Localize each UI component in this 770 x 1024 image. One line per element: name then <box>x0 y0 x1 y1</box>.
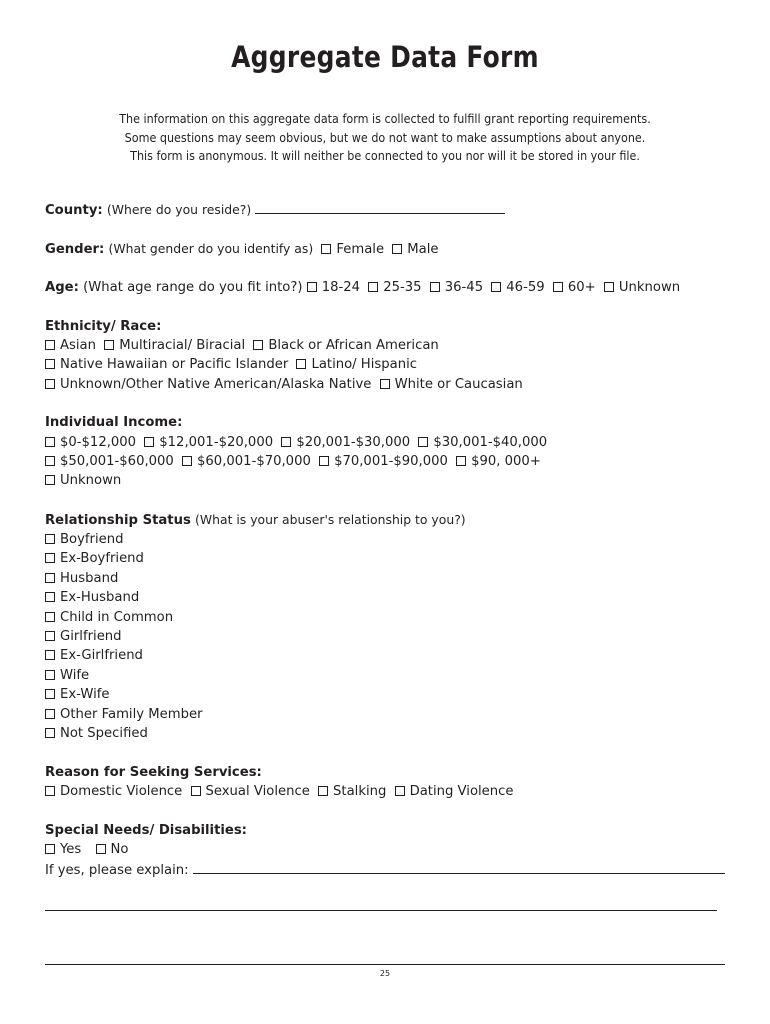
relationship-checkbox[interactable] <box>45 553 55 563</box>
ethnicity-pacific-islander-checkbox[interactable] <box>45 359 55 369</box>
relationship-option-label: Boyfriend <box>60 532 124 547</box>
reason-heading <box>45 764 262 782</box>
special-no-label: No <box>110 842 129 857</box>
explain-line-2[interactable] <box>45 910 717 911</box>
relationship-option <box>45 628 122 646</box>
ethnicity-latino-checkbox[interactable] <box>296 359 306 369</box>
income-row-1 <box>45 434 551 452</box>
reason-sexual-violence-label: Sexual Violence <box>205 784 310 799</box>
county-row <box>45 201 505 220</box>
income-60-70k-label: $60,001-$70,000 <box>197 454 311 469</box>
relationship-checkbox[interactable] <box>45 631 55 641</box>
ethnicity-pacific-islander-label: Native Hawaiian or Pacific Islander <box>60 357 289 372</box>
age-row <box>45 279 684 297</box>
ethnicity-asian-checkbox[interactable] <box>45 340 55 350</box>
age-label: Age: <box>45 280 79 295</box>
relationship-option-label: Wife <box>60 667 90 683</box>
ethnicity-latino-label: Latino/ Hispanic <box>311 357 417 372</box>
form-title: Aggregate Data Form <box>231 40 539 74</box>
ethnicity-row-1 <box>45 337 443 355</box>
reason-dating-violence-label: Dating Violence <box>409 784 514 799</box>
income-heading <box>45 414 182 432</box>
income-0-12k-checkbox[interactable] <box>45 437 55 447</box>
income-12-20k-checkbox[interactable] <box>144 437 154 447</box>
ethnicity-row-2 <box>45 356 421 374</box>
special-yes-label: Yes <box>60 842 82 857</box>
income-30-40k-checkbox[interactable] <box>418 437 428 447</box>
age-36-45-checkbox[interactable] <box>430 282 440 292</box>
income-60-70k-checkbox[interactable] <box>182 456 192 466</box>
relationship-option <box>45 589 139 607</box>
reason-row <box>45 783 518 801</box>
special-yes-checkbox[interactable] <box>45 844 55 854</box>
special-no-checkbox[interactable] <box>96 844 106 854</box>
intro-text <box>0 110 770 166</box>
reason-stalking-label: Stalking <box>333 784 387 799</box>
ethnicity-white-checkbox[interactable] <box>380 379 390 389</box>
reason-stalking-checkbox[interactable] <box>318 786 328 796</box>
relationship-option <box>45 667 89 685</box>
relationship-option <box>45 550 144 568</box>
income-50-60k-checkbox[interactable] <box>45 456 55 466</box>
income-row-2 <box>45 453 545 471</box>
relationship-option-label: Other Family Member <box>60 706 203 722</box>
relationship-option <box>45 570 118 588</box>
relationship-option <box>45 706 203 724</box>
relationship-option <box>45 531 124 549</box>
relationship-checkbox[interactable] <box>45 670 55 680</box>
age-46-59-label: 46-59 <box>506 280 545 295</box>
county-note: (Where do you reside?) <box>106 202 252 217</box>
county-label: County: <box>45 203 103 218</box>
income-70-90k-label: $70,001-$90,000 <box>334 454 448 469</box>
gender-male-checkbox[interactable] <box>392 244 402 254</box>
county-input-line[interactable] <box>255 201 505 214</box>
gender-female-label: Female <box>336 242 385 257</box>
ethnicity-native-american-checkbox[interactable] <box>45 379 55 389</box>
ethnicity-multiracial-label: Multiracial/ Biracial <box>119 338 246 353</box>
ethnicity-black-checkbox[interactable] <box>253 340 263 350</box>
income-row-3 <box>45 472 125 490</box>
reason-label: Reason for Seeking Services: <box>45 765 262 780</box>
ethnicity-label: Ethnicity/ Race: <box>45 319 162 334</box>
gender-female-checkbox[interactable] <box>321 244 331 254</box>
income-unknown-label: Unknown <box>60 473 122 488</box>
income-label: Individual Income: <box>45 415 183 430</box>
income-20-30k-label: $20,001-$30,000 <box>296 435 411 450</box>
ethnicity-heading <box>45 318 161 336</box>
relationship-option <box>45 686 110 704</box>
intro-line-3: This form is anonymous. It will neither be connected to you nor will it be stored in your file. <box>130 149 640 163</box>
footer-rule <box>45 964 725 965</box>
relationship-checkbox[interactable] <box>45 592 55 602</box>
reason-sexual-violence-checkbox[interactable] <box>191 786 201 796</box>
explain-label: If yes, please explain: <box>45 863 189 878</box>
income-12-20k-label: $12,001-$20,000 <box>159 435 274 450</box>
relationship-option-label: Ex-Girlfriend <box>60 648 143 664</box>
relationship-option-label: Girlfriend <box>60 629 122 644</box>
relationship-note: (What is your abuser's relationship to you?) <box>195 512 466 527</box>
age-60-plus-label: 60+ <box>567 280 596 295</box>
income-90k-plus-checkbox[interactable] <box>456 456 466 466</box>
relationship-option-label: Ex-Wife <box>60 687 110 703</box>
gender-row <box>45 240 443 259</box>
page-number: 25 <box>379 969 391 978</box>
relationship-option-label: Husband <box>60 570 119 586</box>
intro-line-1: The information on this aggregate data form is collected to fulfill grant reporting requirements. <box>119 112 651 126</box>
age-46-59-checkbox[interactable] <box>491 282 501 292</box>
age-note: (What age range do you fit into?) <box>83 280 303 295</box>
gender-male-label: Male <box>407 242 439 257</box>
gender-note: (What gender do you identify as) <box>108 241 314 256</box>
ethnicity-row-3 <box>45 376 527 394</box>
income-30-40k-label: $30,001-$40,000 <box>433 435 548 450</box>
relationship-checkbox[interactable] <box>45 689 55 699</box>
relationship-checkbox[interactable] <box>45 573 55 583</box>
age-unknown-label: Unknown <box>618 280 681 295</box>
relationship-checkbox[interactable] <box>45 534 55 544</box>
income-20-30k-checkbox[interactable] <box>281 437 291 447</box>
explain-input-line[interactable] <box>193 861 725 874</box>
relationship-checkbox[interactable] <box>45 612 55 622</box>
reason-dating-violence-checkbox[interactable] <box>395 786 405 796</box>
age-60-plus-checkbox[interactable] <box>553 282 563 292</box>
relationship-checkbox[interactable] <box>45 650 55 660</box>
relationship-heading <box>45 511 466 530</box>
gender-label: Gender: <box>45 242 105 257</box>
relationship-option-label: Ex-Boyfriend <box>60 551 144 567</box>
income-50-60k-label: $50,001-$60,000 <box>60 454 174 469</box>
age-18-24-checkbox[interactable] <box>307 282 317 292</box>
relationship-option-label: Child in Common <box>60 609 174 625</box>
relationship-option <box>45 609 173 627</box>
age-unknown-checkbox[interactable] <box>604 282 614 292</box>
ethnicity-black-label: Black or African American <box>268 338 439 353</box>
relationship-checkbox[interactable] <box>45 728 55 738</box>
age-25-35-label: 25-35 <box>383 280 422 295</box>
relationship-checkbox[interactable] <box>45 709 55 719</box>
reason-domestic-violence-label: Domestic Violence <box>60 784 183 799</box>
special-row <box>45 841 132 859</box>
explain-row <box>45 861 725 880</box>
age-36-45-label: 36-45 <box>444 280 484 295</box>
reason-domestic-violence-checkbox[interactable] <box>45 786 55 796</box>
relationship-label: Relationship Status <box>45 513 191 528</box>
relationship-option <box>45 725 148 743</box>
relationship-option-label: Ex-Husband <box>60 590 140 606</box>
ethnicity-multiracial-checkbox[interactable] <box>104 340 114 350</box>
relationship-option-label: Not Specified <box>60 726 148 741</box>
income-unknown-checkbox[interactable] <box>45 475 55 485</box>
income-0-12k-label: $0-$12,000 <box>60 435 137 450</box>
income-70-90k-checkbox[interactable] <box>319 456 329 466</box>
ethnicity-white-label: White or Caucasian <box>394 377 523 392</box>
intro-line-2: Some questions may seem obvious, but we do not want to make assumptions about anyone. <box>124 130 646 145</box>
ethnicity-native-american-label: Unknown/Other Native American/Alaska Native <box>60 377 372 392</box>
special-heading <box>45 822 247 840</box>
relationship-option <box>45 647 143 665</box>
income-90k-plus-label: $90, 000+ <box>471 454 541 469</box>
age-18-24-label: 18-24 <box>321 280 361 295</box>
special-label: Special Needs/ Disabilities: <box>45 823 247 838</box>
age-25-35-checkbox[interactable] <box>368 282 378 292</box>
ethnicity-asian-label: Asian <box>60 338 96 353</box>
